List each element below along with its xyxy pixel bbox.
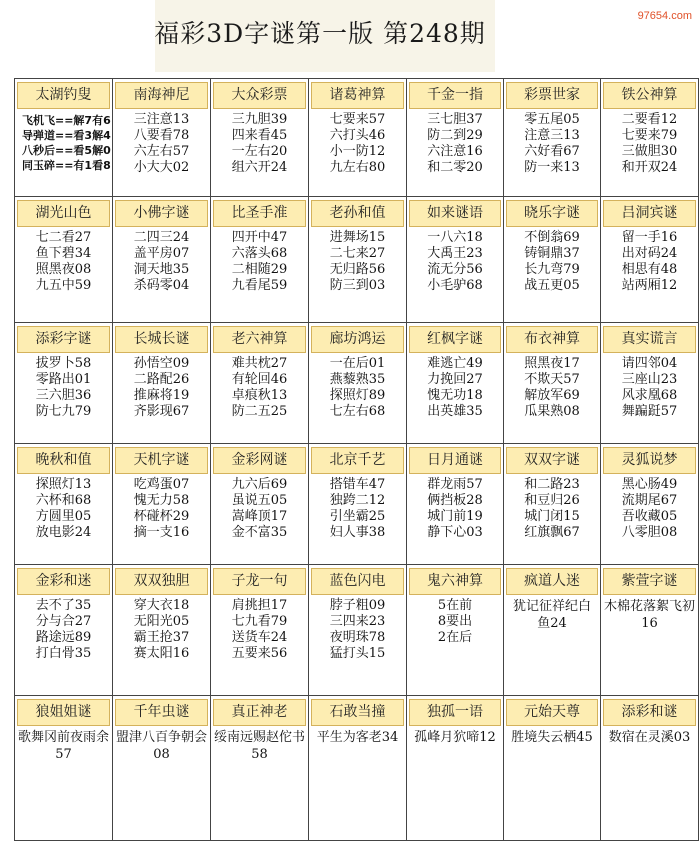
riddle-line: 防二到29 — [427, 128, 483, 143]
riddle-lines — [211, 230, 308, 294]
riddle-source-header: 廊坊鸿运 — [311, 326, 404, 353]
riddle-line: 犹记征祥纪白鱼24 — [512, 599, 591, 631]
riddle-line: 群龙雨57 — [427, 477, 483, 492]
riddle-line: 相思有48 — [621, 262, 678, 277]
riddle-cell — [15, 565, 113, 696]
riddle-lines — [504, 729, 600, 746]
riddle-source-header: 双双字谜 — [506, 447, 598, 474]
riddle-line: 黑心肠49 — [621, 477, 678, 492]
riddle-source-header: 老孙和值 — [311, 200, 404, 227]
riddle-source-header: 北京千艺 — [311, 447, 404, 474]
riddle-lines — [113, 356, 210, 420]
riddle-cell — [211, 565, 309, 696]
riddle-line: 红旗飘67 — [524, 525, 580, 540]
riddle-cell — [113, 79, 211, 197]
riddle-lines — [15, 729, 112, 763]
riddle-cell — [504, 565, 601, 696]
riddle-line: 8要出 — [437, 614, 473, 629]
riddle-source-header: 金彩网谜 — [213, 447, 306, 474]
site-watermark: 97654.com — [637, 10, 692, 22]
riddle-cell — [309, 197, 407, 323]
riddle-cell — [15, 323, 113, 444]
riddle-line: 杀码零04 — [133, 278, 190, 293]
riddle-source-header: 金彩和迷 — [17, 568, 110, 595]
riddle-source-header: 真正神老 — [213, 699, 306, 726]
riddle-source-header: 晚秋和值 — [17, 447, 110, 474]
riddle-line: 五要来56 — [231, 646, 288, 661]
riddle-line: 六好看67 — [524, 144, 580, 159]
riddle-cell — [407, 696, 504, 841]
riddle-cell — [309, 444, 407, 565]
riddle-line: 长九弯79 — [524, 262, 580, 277]
riddle-lines — [601, 598, 698, 632]
riddle-line: 一在后01 — [329, 356, 386, 371]
riddle-line: 八要看78 — [133, 128, 190, 143]
riddle-line: 燕藜熟35 — [329, 372, 386, 387]
riddle-line: 同玉碎==有1看8 — [22, 159, 111, 172]
riddle-line: 木棉花落絮飞初16 — [604, 599, 696, 631]
riddle-line: 请四邻04 — [621, 356, 678, 371]
riddle-line: 二四三24 — [133, 230, 190, 245]
riddle-line: 流期尾67 — [621, 493, 678, 508]
riddle-cell — [407, 565, 504, 696]
riddle-lines — [15, 477, 112, 541]
riddle-line: 2在后 — [437, 630, 473, 645]
riddle-line: 独跨二12 — [329, 493, 386, 508]
riddle-line: 导弹道==看3解4 — [22, 129, 111, 142]
riddle-cell — [309, 565, 407, 696]
riddle-line: 难逃亡49 — [427, 356, 483, 371]
riddle-lines — [601, 356, 698, 420]
riddle-line: 探照灯13 — [35, 477, 92, 492]
riddle-source-header: 石敢当撞 — [311, 699, 404, 726]
riddle-line: 照黑夜17 — [524, 356, 580, 371]
riddle-source-header: 大众彩票 — [213, 82, 306, 109]
riddle-line: 出对码24 — [621, 246, 678, 261]
riddle-line: 无阳光05 — [133, 614, 190, 629]
riddle-line: 舞蹁跹57 — [621, 404, 678, 419]
riddle-line: 嵩峰顶17 — [231, 509, 288, 524]
riddle-line: 5在前 — [437, 598, 473, 613]
riddle-lines — [113, 112, 210, 176]
riddle-source-header: 诸葛神算 — [311, 82, 404, 109]
riddle-line: 照黑夜08 — [35, 262, 92, 277]
riddle-line: 小一防12 — [329, 144, 386, 159]
riddle-lines — [15, 113, 112, 173]
riddle-line: 六打头46 — [329, 128, 386, 143]
riddle-line: 方圆里05 — [35, 509, 92, 524]
page-title: 福彩3D字谜第一版 第248期 — [154, 19, 486, 48]
riddle-line: 零路出01 — [35, 372, 92, 387]
riddle-line: 八秒后==看5解0 — [22, 144, 111, 157]
riddle-source-header: 小佛字谜 — [115, 200, 208, 227]
riddle-lines — [15, 598, 112, 662]
riddle-line: 铸铜鼎37 — [524, 246, 580, 261]
riddle-line: 穿大衣18 — [133, 598, 190, 613]
riddle-source-header: 老六神算 — [213, 326, 306, 353]
riddle-lines — [309, 598, 406, 662]
riddle-cell — [309, 79, 407, 197]
riddle-source-header: 真实谎言 — [603, 326, 696, 353]
riddle-line: 歌舞冈前夜雨余57 — [18, 730, 110, 762]
riddle-lines — [15, 230, 112, 294]
riddle-line: 出英雄35 — [427, 404, 483, 419]
riddle-line: 愧无功18 — [427, 388, 483, 403]
riddle-cell — [309, 323, 407, 444]
riddle-lines — [113, 729, 210, 763]
riddle-line: 二七来27 — [329, 246, 386, 261]
riddle-line: 脖子粗09 — [329, 598, 386, 613]
riddle-lines — [211, 729, 308, 763]
riddle-cell — [211, 197, 309, 323]
riddle-line: 三九胆39 — [231, 112, 288, 127]
riddle-line: 卓痕秋13 — [231, 388, 288, 403]
riddle-source-header: 日月通谜 — [409, 447, 501, 474]
riddle-line: 绥南远赐赵佗书58 — [214, 730, 306, 762]
riddle-line: 九看尾59 — [231, 278, 288, 293]
riddle-cell — [504, 444, 601, 565]
riddle-cell — [309, 696, 407, 841]
riddle-source-header: 红枫字谜 — [409, 326, 501, 353]
riddle-line: 七二看27 — [35, 230, 92, 245]
riddle-source-header: 吕洞宾谜 — [603, 200, 696, 227]
riddle-cell — [504, 323, 601, 444]
riddle-lines — [211, 477, 308, 541]
riddle-line: 去不了35 — [35, 598, 92, 613]
riddle-line: 洞天地35 — [133, 262, 190, 277]
riddle-line: 站两厢12 — [621, 278, 678, 293]
riddle-cell — [601, 79, 699, 197]
riddle-line: 风求凰68 — [621, 388, 678, 403]
riddle-source-header: 鬼六神算 — [409, 568, 501, 595]
riddle-source-header: 双双独胆 — [115, 568, 208, 595]
riddle-line: 七左右68 — [329, 404, 386, 419]
riddle-lines — [211, 356, 308, 420]
riddle-line: 孙悟空09 — [133, 356, 190, 371]
riddle-line: 大禹王23 — [427, 246, 483, 261]
riddle-source-header: 布衣神算 — [506, 326, 598, 353]
riddle-source-header: 灵狐说梦 — [603, 447, 696, 474]
riddle-cell — [407, 197, 504, 323]
riddle-lines — [407, 112, 503, 176]
riddle-grid — [14, 78, 699, 841]
riddle-source-header: 太湖钓叟 — [17, 82, 110, 109]
riddle-line: 俩挡板28 — [427, 493, 483, 508]
riddle-line: 二路配26 — [133, 372, 190, 387]
riddle-cell — [15, 197, 113, 323]
riddle-line: 路途远89 — [35, 630, 92, 645]
riddle-lines — [309, 477, 406, 541]
riddle-cell — [407, 323, 504, 444]
riddle-cell — [211, 696, 309, 841]
riddle-lines — [504, 230, 600, 294]
riddle-line: 飞机飞==解7有6 — [22, 114, 111, 127]
riddle-line: 四来看45 — [231, 128, 288, 143]
riddle-line: 三六胆36 — [35, 388, 92, 403]
riddle-line: 防七九79 — [35, 404, 92, 419]
riddle-line: 防三到03 — [329, 278, 386, 293]
riddle-cell — [407, 444, 504, 565]
riddle-line: 孤峰月狖啼12 — [414, 730, 496, 745]
riddle-line: 六左右57 — [133, 144, 190, 159]
riddle-line: 不倒翁69 — [524, 230, 580, 245]
riddle-lines — [309, 230, 406, 294]
riddle-lines — [407, 729, 503, 746]
riddle-lines — [407, 598, 503, 646]
riddle-cell — [211, 79, 309, 197]
riddle-lines — [504, 477, 600, 541]
riddle-cell — [113, 323, 211, 444]
riddle-cell — [601, 197, 699, 323]
riddle-line: 瓜果熟08 — [524, 404, 580, 419]
riddle-lines — [504, 112, 600, 176]
riddle-line: 城门闭15 — [524, 509, 580, 524]
riddle-line: 金不富35 — [231, 525, 288, 540]
riddle-line: 九五中59 — [35, 278, 92, 293]
riddle-source-header: 疯道人迷 — [506, 568, 598, 595]
riddle-line: 分与合27 — [35, 614, 92, 629]
riddle-source-header: 添彩字谜 — [17, 326, 110, 353]
riddle-source-header: 铁公神算 — [603, 82, 696, 109]
riddle-line: 平生为客老34 — [316, 730, 399, 745]
riddle-source-header: 南海神尼 — [115, 82, 208, 109]
riddle-line: 零五尾05 — [524, 112, 580, 127]
riddle-line: 防一来13 — [524, 160, 580, 175]
riddle-line: 注意三13 — [524, 128, 580, 143]
riddle-line: 齐影现67 — [133, 404, 190, 419]
riddle-line: 三座山23 — [621, 372, 678, 387]
riddle-lines — [504, 356, 600, 420]
riddle-line: 赛太阳16 — [133, 646, 190, 661]
riddle-source-header: 添彩和谜 — [603, 699, 696, 726]
riddle-line: 拔罗卜58 — [35, 356, 92, 371]
riddle-line: 组六开24 — [231, 160, 288, 175]
riddle-cell — [601, 696, 699, 841]
riddle-line: 虽说五05 — [231, 493, 288, 508]
riddle-source-header: 千年虫谜 — [115, 699, 208, 726]
riddle-cell — [113, 197, 211, 323]
riddle-lines — [211, 598, 308, 662]
riddle-line: 三注意13 — [133, 112, 190, 127]
riddle-line: 八零胆08 — [621, 525, 678, 540]
riddle-line: 难共枕27 — [231, 356, 288, 371]
riddle-line: 愧无力58 — [133, 493, 190, 508]
riddle-source-header: 彩票世家 — [506, 82, 598, 109]
riddle-line: 无归路56 — [329, 262, 386, 277]
riddle-line: 二要看12 — [621, 112, 678, 127]
riddle-line: 力挽回27 — [427, 372, 483, 387]
riddle-lines — [601, 729, 698, 746]
riddle-line: 六杯和68 — [35, 493, 92, 508]
riddle-source-header: 如来谜语 — [409, 200, 501, 227]
riddle-lines — [309, 356, 406, 420]
riddle-source-header: 狼姐姐谜 — [17, 699, 110, 726]
riddle-cell — [601, 323, 699, 444]
riddle-line: 吃鸡蛋07 — [133, 477, 190, 492]
riddle-cell — [601, 565, 699, 696]
riddle-line: 三做胆30 — [621, 144, 678, 159]
riddle-source-header: 元始天尊 — [506, 699, 598, 726]
riddle-line: 和二零20 — [427, 160, 483, 175]
riddle-line: 盖平房07 — [133, 246, 190, 261]
riddle-line: 流无分56 — [427, 262, 483, 277]
riddle-line: 七要来57 — [329, 112, 386, 127]
riddle-line: 胜境失云栖45 — [511, 730, 593, 745]
riddle-line: 探照灯89 — [329, 388, 386, 403]
riddle-source-header: 长城长谜 — [115, 326, 208, 353]
riddle-lines — [407, 230, 503, 294]
riddle-line: 有轮回46 — [231, 372, 288, 387]
riddle-line: 九六后69 — [231, 477, 288, 492]
riddle-lines — [407, 477, 503, 541]
riddle-line: 霸王抢37 — [133, 630, 190, 645]
riddle-cell — [504, 79, 601, 197]
riddle-lines — [309, 729, 406, 746]
riddle-line: 进舞场15 — [329, 230, 386, 245]
riddle-line: 三七胆37 — [427, 112, 483, 127]
riddle-line: 搭错车47 — [329, 477, 386, 492]
riddle-line: 六注意16 — [427, 144, 483, 159]
riddle-cell — [211, 444, 309, 565]
riddle-source-header: 子龙一句 — [213, 568, 306, 595]
riddle-cell — [211, 323, 309, 444]
riddle-line: 和豆归26 — [524, 493, 580, 508]
riddle-line: 静下心03 — [427, 525, 483, 540]
riddle-line: 杯碰杯29 — [133, 509, 190, 524]
riddle-line: 六落头68 — [231, 246, 288, 261]
riddle-lines — [211, 112, 308, 176]
riddle-line: 小毛驴68 — [427, 278, 483, 293]
riddle-lines — [113, 230, 210, 294]
riddle-source-header: 天机字谜 — [115, 447, 208, 474]
riddle-line: 数宿在灵溪03 — [608, 730, 691, 745]
riddle-line: 七要来79 — [621, 128, 678, 143]
riddle-line: 二相随29 — [231, 262, 288, 277]
riddle-source-header: 千金一指 — [409, 82, 501, 109]
riddle-line: 肩挑担17 — [231, 598, 288, 613]
riddle-source-header: 晓乐字谜 — [506, 200, 598, 227]
riddle-cell — [504, 197, 601, 323]
riddle-cell — [113, 565, 211, 696]
riddle-line: 推麻将19 — [133, 388, 190, 403]
riddle-cell — [15, 79, 113, 197]
riddle-line: 引坐霸25 — [329, 509, 386, 524]
riddle-lines — [113, 477, 210, 541]
riddle-cell — [407, 79, 504, 197]
riddle-line: 城门前19 — [427, 509, 483, 524]
riddle-lines — [504, 598, 600, 632]
riddle-source-header: 紫萱字谜 — [603, 568, 696, 595]
riddle-line: 送货车24 — [231, 630, 288, 645]
riddle-line: 和二路23 — [524, 477, 580, 492]
riddle-line: 七九看79 — [231, 614, 288, 629]
riddle-line: 解放军69 — [524, 388, 580, 403]
riddle-line: 打白骨35 — [35, 646, 92, 661]
riddle-lines — [15, 356, 112, 420]
riddle-lines — [309, 112, 406, 176]
riddle-line: 猛打头15 — [329, 646, 386, 661]
riddle-source-header: 独孤一语 — [409, 699, 501, 726]
riddle-lines — [113, 598, 210, 662]
riddle-line: 和开双24 — [621, 160, 678, 175]
riddle-line: 一八六18 — [427, 230, 483, 245]
riddle-line: 防二五25 — [231, 404, 288, 419]
riddle-line: 三四来23 — [329, 614, 386, 629]
riddle-line: 摘一支16 — [133, 525, 190, 540]
riddle-line: 盟津八百争朝会08 — [116, 730, 208, 762]
riddle-line: 吾收藏05 — [621, 509, 678, 524]
riddle-source-header: 比圣手准 — [213, 200, 306, 227]
riddle-lines — [601, 477, 698, 541]
riddle-line: 放电影24 — [35, 525, 92, 540]
riddle-lines — [601, 112, 698, 176]
riddle-lines — [601, 230, 698, 294]
riddle-lines — [407, 356, 503, 420]
riddle-line: 一左右20 — [231, 144, 288, 159]
riddle-source-header: 蓝色闪电 — [311, 568, 404, 595]
riddle-line: 妇人事38 — [329, 525, 386, 540]
riddle-cell — [15, 696, 113, 841]
riddle-line: 小大大02 — [133, 160, 190, 175]
riddle-cell — [15, 444, 113, 565]
riddle-source-header: 湖光山色 — [17, 200, 110, 227]
riddle-cell — [601, 444, 699, 565]
riddle-cell — [113, 444, 211, 565]
riddle-line: 九左右80 — [329, 160, 386, 175]
riddle-line: 不欺天57 — [524, 372, 580, 387]
riddle-line: 四开中47 — [231, 230, 288, 245]
riddle-line: 鱼下碧34 — [35, 246, 92, 261]
riddle-line: 留一手16 — [621, 230, 678, 245]
riddle-line: 夜明珠78 — [329, 630, 386, 645]
riddle-line: 战五更05 — [524, 278, 580, 293]
riddle-cell — [504, 696, 601, 841]
riddle-cell — [113, 696, 211, 841]
